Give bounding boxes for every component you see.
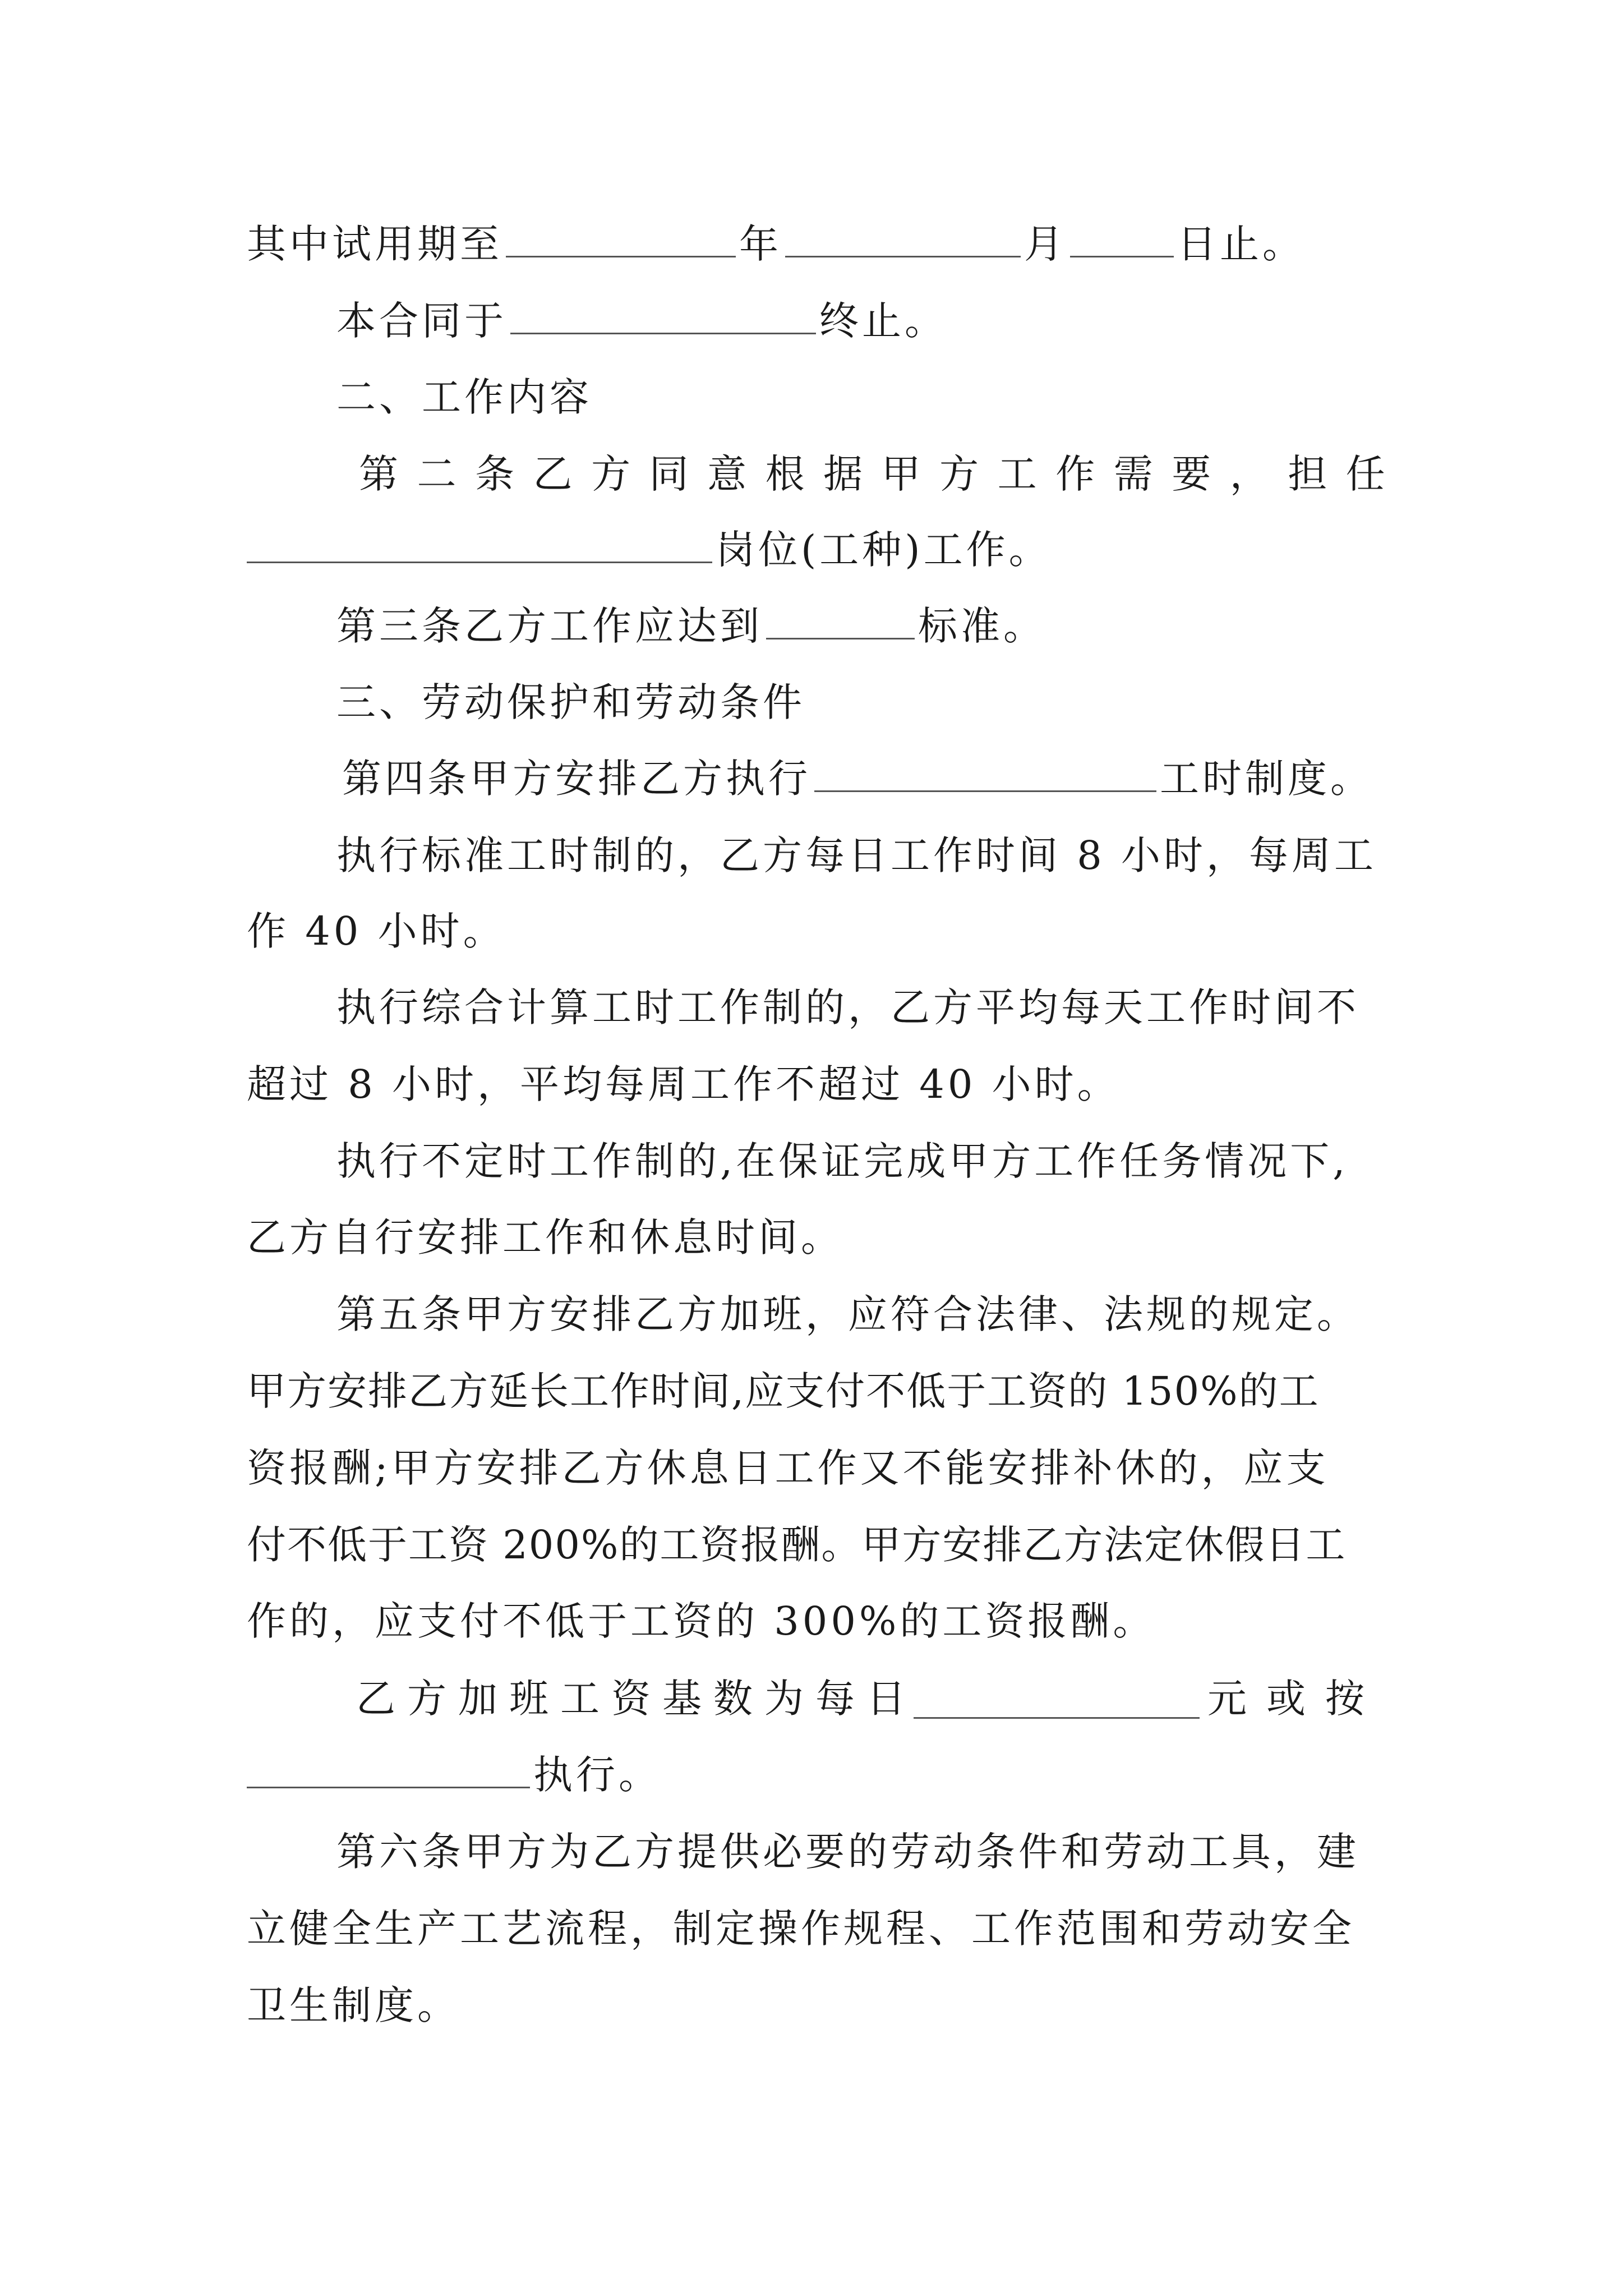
article-four-line xyxy=(342,745,1408,812)
overtime-execute-line xyxy=(247,1741,1396,1809)
overtime-pay-text-4: 作的，应支付不低于工资的 300%的工资报酬。 xyxy=(247,1598,1156,1644)
article-two-char: 担 xyxy=(1288,451,1327,497)
contract-end-blank xyxy=(510,295,816,334)
overtime-base-suffix xyxy=(1207,1665,1364,1732)
overtime-base-char: 基 xyxy=(662,1676,702,1722)
termination-label: 终止。 xyxy=(819,298,947,344)
article-two-char: 作 xyxy=(1055,451,1095,497)
article-two-char: 要 xyxy=(1172,451,1211,497)
position-label: 岗位(工种)工作。 xyxy=(716,527,1052,573)
article-two-char: ， xyxy=(1229,451,1269,497)
position-line xyxy=(247,516,1396,583)
article-two-char: 需 xyxy=(1113,451,1153,497)
article-two-char: 方 xyxy=(591,451,631,497)
overtime-pay-text-3: 付不低于工资 200%的工资报酬。甲方安排乙方法定休假日工 xyxy=(247,1522,1347,1568)
execute-label: 执行。 xyxy=(533,1752,661,1798)
overtime-base-char: 乙 xyxy=(356,1676,395,1722)
article-two-char: 工 xyxy=(997,451,1037,497)
overtime-base-char: 方 xyxy=(407,1676,446,1722)
overtime-suffix-char: 按 xyxy=(1325,1676,1364,1722)
comprehensive-hours-text-cont: 超过 8 小时，平均每周工作不超过 40 小时。 xyxy=(247,1061,1120,1107)
overtime-pay-text-1: 甲方安排乙方延长工作时间,应支付不低于工资的 150%的工 xyxy=(247,1368,1320,1414)
article-two-char: 条 xyxy=(475,451,515,497)
standard-hours-text-cont: 作 40 小时。 xyxy=(247,908,506,954)
article-two-char: 方 xyxy=(939,451,979,497)
overtime-suffix-char: 元 xyxy=(1207,1676,1247,1722)
probation-month-blank xyxy=(785,218,1021,257)
overtime-base-char: 每 xyxy=(815,1676,855,1722)
article-two-char: 第 xyxy=(359,451,398,497)
month-label: 月 xyxy=(1024,221,1067,267)
probation-period-line xyxy=(247,210,1396,278)
overtime-base-text xyxy=(356,1665,906,1732)
article-two-char: 意 xyxy=(707,451,747,497)
probation-text: 其中试用期至 xyxy=(247,221,502,267)
flexible-hours-text: 执行不定时工作制的,在保证完成甲方工作任务情况下, xyxy=(336,1138,1349,1184)
article-two-char: 乙 xyxy=(533,451,573,497)
overtime-execute-blank xyxy=(247,1749,530,1788)
standard-hours-text: 执行标准工时制的，乙方每日工作时间 8 小时，每周工 xyxy=(336,832,1377,878)
overtime-base-char: 为 xyxy=(764,1676,804,1722)
article-six-text: 第六条甲方为乙方提供必要的劳动条件和劳动工具，建 xyxy=(336,1829,1359,1875)
article-two-char: 根 xyxy=(765,451,805,497)
flexible-hours-text-cont: 乙方自行安排工作和休息时间。 xyxy=(247,1214,843,1260)
contract-end-text: 本合同于 xyxy=(336,298,507,344)
overtime-base-char: 加 xyxy=(458,1676,497,1722)
overtime-base-line xyxy=(356,1665,1388,1732)
year-label: 年 xyxy=(739,221,782,267)
section-heading-labor-protection: 三、劳动保护和劳动条件 xyxy=(336,679,805,725)
contract-end-line xyxy=(336,287,1396,355)
article-three-text: 第三条乙方工作应达到 xyxy=(336,603,763,649)
article-two-char: 任 xyxy=(1345,451,1385,497)
article-six-text-cont-1: 立健全生产工艺流程，制定操作规程、工作范围和劳动安全 xyxy=(247,1906,1355,1952)
overtime-base-blank xyxy=(914,1679,1200,1719)
section-heading-work-content: 二、工作内容 xyxy=(336,374,592,420)
overtime-base-char: 班 xyxy=(509,1676,548,1722)
overtime-base-char: 资 xyxy=(611,1676,651,1722)
probation-day-blank xyxy=(1070,218,1174,257)
overtime-suffix-char: 或 xyxy=(1266,1676,1306,1722)
overtime-base-char: 工 xyxy=(560,1676,600,1722)
article-four-text: 第四条甲方安排乙方执行 xyxy=(342,756,811,802)
article-two-char: 甲 xyxy=(881,451,921,497)
overtime-pay-text-2: 资报酬;甲方安排乙方休息日工作又不能安排补休的，应支 xyxy=(247,1445,1329,1491)
standard-blank xyxy=(766,600,915,639)
position-blank xyxy=(247,523,712,563)
probation-year-blank xyxy=(506,218,736,257)
overtime-base-char: 数 xyxy=(713,1676,753,1722)
overtime-base-char: 日 xyxy=(866,1676,906,1722)
comprehensive-hours-text: 执行综合计算工时工作制的，乙方平均每天工作时间不 xyxy=(336,984,1359,1030)
day-end-label: 日止。 xyxy=(1177,221,1305,267)
article-two-char: 据 xyxy=(823,451,863,497)
article-two-char: 同 xyxy=(649,451,689,497)
working-hours-label: 工时制度。 xyxy=(1160,756,1373,802)
standard-label: 标准。 xyxy=(918,603,1046,649)
article-five-text: 第五条甲方安排乙方加班，应符合法律、法规的规定。 xyxy=(336,1291,1359,1337)
article-six-text-cont-2: 卫生制度。 xyxy=(247,1982,460,2028)
working-hours-blank xyxy=(814,752,1156,792)
article-two-char: 二 xyxy=(417,451,457,497)
article-two-line xyxy=(359,440,1385,508)
article-three-line xyxy=(336,592,1396,660)
